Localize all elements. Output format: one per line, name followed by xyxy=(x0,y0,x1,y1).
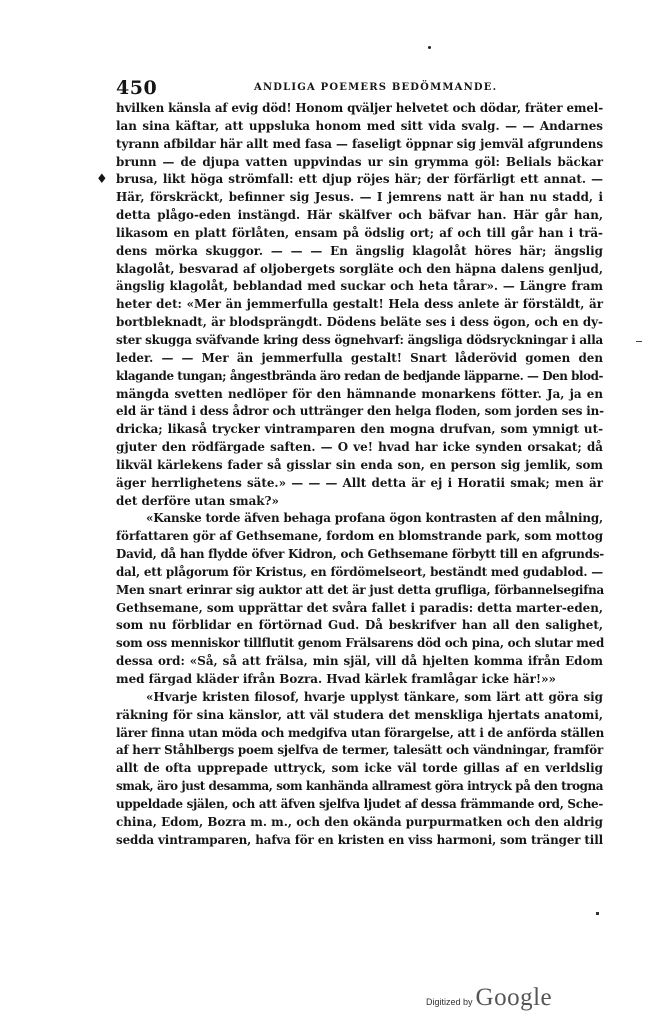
text-line: hvilken känsla af evig död! Honom qväljer helvetet och dödar, fräter emel- xyxy=(116,101,603,115)
body-text xyxy=(116,100,603,849)
text-line: leder. — — Mer än jemmerfulla gestalt! Snart låderövid gomen den xyxy=(116,350,603,365)
text-line: eld är tänd i dess ådror och uttränger den helga floden, som jorden ses in- xyxy=(116,404,604,419)
text-line: som oss menniskor tillflutit genom Frälsarens död och pina, och slutar med xyxy=(116,636,605,651)
text-line: Här, förskräckt, befinner sig Jesus. — I jemrens natt är han nu stadd, i xyxy=(116,190,603,205)
google-logo: Google xyxy=(475,984,553,1011)
text-line: Gethsemane, som upprättar det svåra fallet i paradis: detta marter-eden, xyxy=(116,600,603,615)
text-line: uppeldade själen, och att äfven sjelfva ljudet af dessa främmande ord, Sche- xyxy=(116,796,603,811)
text-line: dens mörka skuggor. — — — En ängslig klagolåt höres här; ängslig xyxy=(116,243,603,258)
text-line: klagande tungan; ångestbrända äro redan de bedjande läpparne. — Den blod- xyxy=(116,368,604,383)
text-line: det derföre utan smak?» xyxy=(116,493,279,508)
text-line: lärer finna utan möda och medgifva utan förargelse, att i de anförda ställen xyxy=(116,725,605,740)
page-number: 450 xyxy=(116,77,158,99)
margin-tick xyxy=(636,341,642,342)
text-line: mängda svetten nedlöper för den hämnande monarkens fötter. Ja, ja en xyxy=(116,386,603,401)
paragraph xyxy=(116,100,603,510)
text-line: «Hvarje kristen filosof, hvarje upplyst tänkare, som lärt att göra sig xyxy=(146,689,603,704)
text-line: Men snart erinrar sig auktor att det är just detta grufliga, förbannelsegifna xyxy=(116,582,605,597)
text-line: af herr Ståhlbergs poem sjelfva de termer, talesätt och vändningar, framför xyxy=(116,743,603,758)
text-line: klagolåt, besvarad af oljobergets sorgläte och den häpna dalens genljud, xyxy=(116,261,603,276)
text-line: china, Edom, Bozra m. m., och den okända purpurmatken och den aldrig xyxy=(116,814,603,829)
text-line: dessa ord: «Så, så att frälsa, min själ, vill då hjelten komma ifrån Edom xyxy=(116,654,603,669)
text-line: likasom en platt förlåten, ensam på ödslig ort; af och till går han i trä- xyxy=(116,225,603,240)
paragraph xyxy=(116,689,603,850)
text-line: ster skugga sväfvande kring dess ögnehvarf: ängsliga dödsryckningar i alla xyxy=(116,332,604,347)
text-line: tyrann afbildar här allt med fasa — faseligt öppnar sig jemväl afgrundens xyxy=(116,136,604,151)
text-line: bortbleknadt, är blodsprängdt. Dödens beläte ses i dess ögon, och en dy- xyxy=(116,315,603,330)
text-line: ängslig klagolåt, beblandad med suckar och heta tårar». — Längre fram xyxy=(116,279,603,294)
text-line: lan sina käftar, att uppsluka honom med sitt vida svalg. — — Andarnes xyxy=(116,118,603,133)
text-line: detta plågo-eden instängd. Här skälfver och bäfvar han. Här går han, xyxy=(116,208,603,223)
text-line: räkning för sina känslor, att väl studera det menskliga hjertats anatomi, xyxy=(116,707,603,722)
text-line: gjuter den rödfärgade saften. — O ve! hvad har icke synden orsakat; då xyxy=(116,440,603,455)
text-line: författaren gör af Gethsemane, fordom en blomstrande park, som mottog xyxy=(116,529,603,544)
text-line: David, då han flydde öfver Kidron, och Gethsemane förbytt till en afgrunds- xyxy=(116,547,604,562)
text-line: «Kanske torde äfven behaga profana ögon kontrasten af den målning, xyxy=(146,511,603,526)
text-line: smak, äro just desamma, som kanhända allramest göra intryck på den trogna xyxy=(116,779,603,794)
text-line: heter det: «Mer än jemmerfulla gestalt! Hela dess anlete är förstäldt, är xyxy=(116,297,603,312)
text-line: brunn — de djupa vatten uppvindas ur sin grymma göl: Belials bäckar xyxy=(116,154,603,169)
text-line: sedda vintramparen, hafva för en kristen en viss harmoni, som tränger till xyxy=(116,832,603,847)
text-line: dricka; likaså trycker vintramparen den mogna drufvan, som ymnigt ut- xyxy=(116,422,603,437)
speck-mark xyxy=(596,912,599,915)
paragraph xyxy=(116,510,603,688)
page-header xyxy=(116,77,602,99)
speck-mark xyxy=(428,46,431,49)
running-title: ANDLIGA POEMERS BEDÖMMANDE. xyxy=(254,82,498,93)
text-line: med färgad kläder ifrån Bozra. Hvad kärlek framlågar icke här!»» xyxy=(116,672,556,686)
text-line: likväl kärlekens fader så gisslar sin enda son, en person sig jemlik, som xyxy=(116,457,603,472)
text-line: som nu förblidar en förtörnad Gud. Då beskrifver han all den salighet, xyxy=(116,618,603,633)
text-line: dal, ett plågorum för Kristus, en fördömelseort, beständt med gudablod. — xyxy=(116,564,603,579)
text-line: brusa, likt höga strömfall: ett djup röjes här; der förfärligt ett annat. — xyxy=(116,172,603,187)
digitized-by-label: Digitized by xyxy=(426,997,473,1007)
digitization-credit xyxy=(426,984,552,1014)
text-line: allt de ofta upprepade uttryck, som icke väl torde gillas af en verldslig xyxy=(116,761,603,776)
margin-bullet: ♦ xyxy=(96,172,108,187)
text-line: äger herrlighetens säte.» — — — Allt detta är ej i Horatii smak; men är xyxy=(116,475,603,490)
